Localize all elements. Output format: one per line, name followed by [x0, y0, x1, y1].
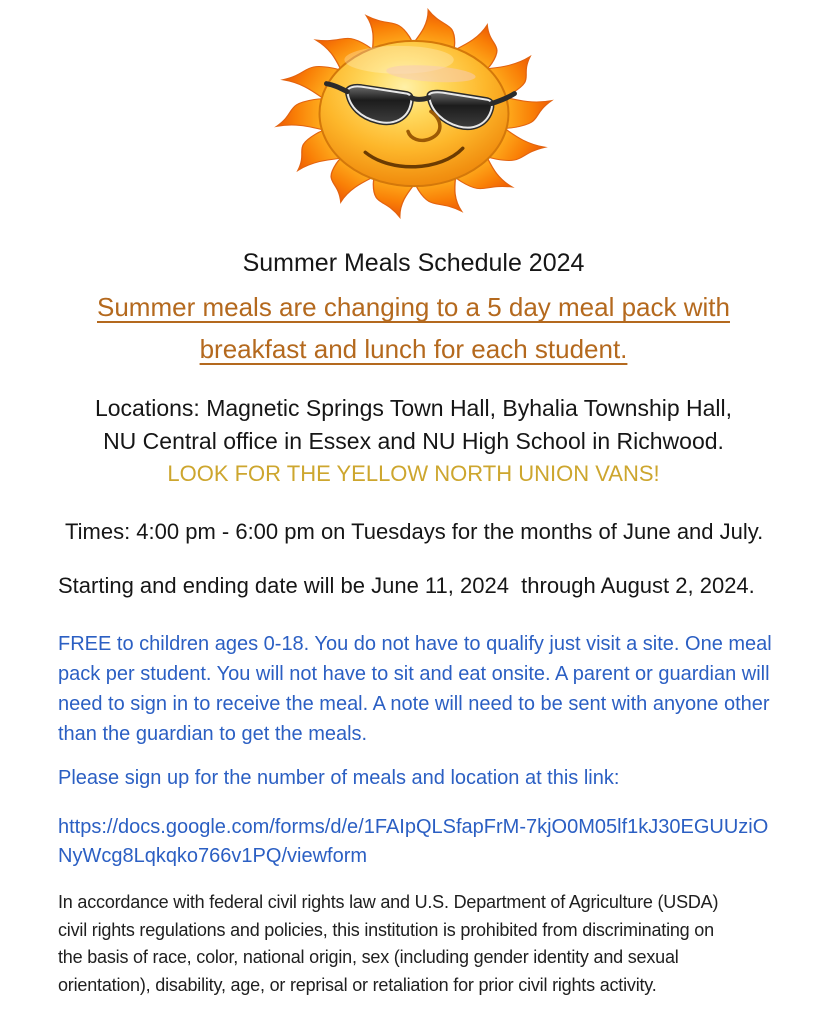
locations-line: Locations: Magnetic Springs Town Hall, Byhalia Township Hall, — [94, 395, 733, 421]
sun-clipart-container — [0, 0, 827, 222]
vans-callout: LOOK FOR THE YELLOW NORTH UNION VANS! — [167, 461, 660, 486]
highlight-heading-line: breakfast and lunch for each student. — [199, 334, 628, 364]
highlight-heading — [0, 286, 827, 370]
info-line: FREE to children ages 0-18. You do not have to qualify just visit a site. One meal — [58, 633, 772, 655]
locations-line: NU Central office in Essex and NU High School in Richwood. — [103, 428, 724, 454]
sun-with-sunglasses-icon — [230, 8, 598, 222]
google-form-link[interactable] — [0, 813, 827, 871]
times-line: Times: 4:00 pm - 6:00 pm on Tuesdays for the months of June and July. — [65, 519, 764, 544]
info-line: pack per student. You will not have to sit and eat onsite. A parent or guardian will — [58, 663, 770, 685]
usda-line: In accordance with federal civil rights law and U.S. Department of Agriculture (USDA) — [58, 892, 719, 912]
highlight-heading-line: Summer meals are changing to a 5 day meal pack with — [97, 292, 730, 322]
signup-line: Please sign up for the number of meals and location at this link: — [58, 767, 620, 789]
dates-line: Starting and ending date will be June 11, 2024 through August 2, 2024. — [58, 573, 755, 598]
google-form-link-line[interactable]: https://docs.google.com/forms/d/e/1FAIpQLSfapFrM-7kjO0M05lf1kJ30EGUUziO — [58, 816, 769, 838]
google-form-link-line[interactable]: NyWcg8Lqkqko766v1PQ/viewform — [58, 845, 368, 867]
info-line: need to sign in to receive the meal. A note will need to be sent with anyone other — [58, 693, 770, 715]
page-title: Summer Meals Schedule 2024 — [242, 249, 585, 277]
usda-paragraph — [0, 889, 827, 999]
usda-line: civil rights regulations and policies, this institution is prohibited from discriminating on — [58, 919, 714, 940]
info-paragraph — [0, 629, 827, 749]
usda-line: the basis of race, color, national origin, sex (including gender identity and sexual — [58, 947, 679, 967]
locations-block — [0, 392, 827, 458]
usda-line: orientation), disability, age, or reprisal or retaliation for prior civil rights activity. — [58, 974, 657, 995]
info-line: than the guardian to get the meals. — [58, 723, 368, 745]
